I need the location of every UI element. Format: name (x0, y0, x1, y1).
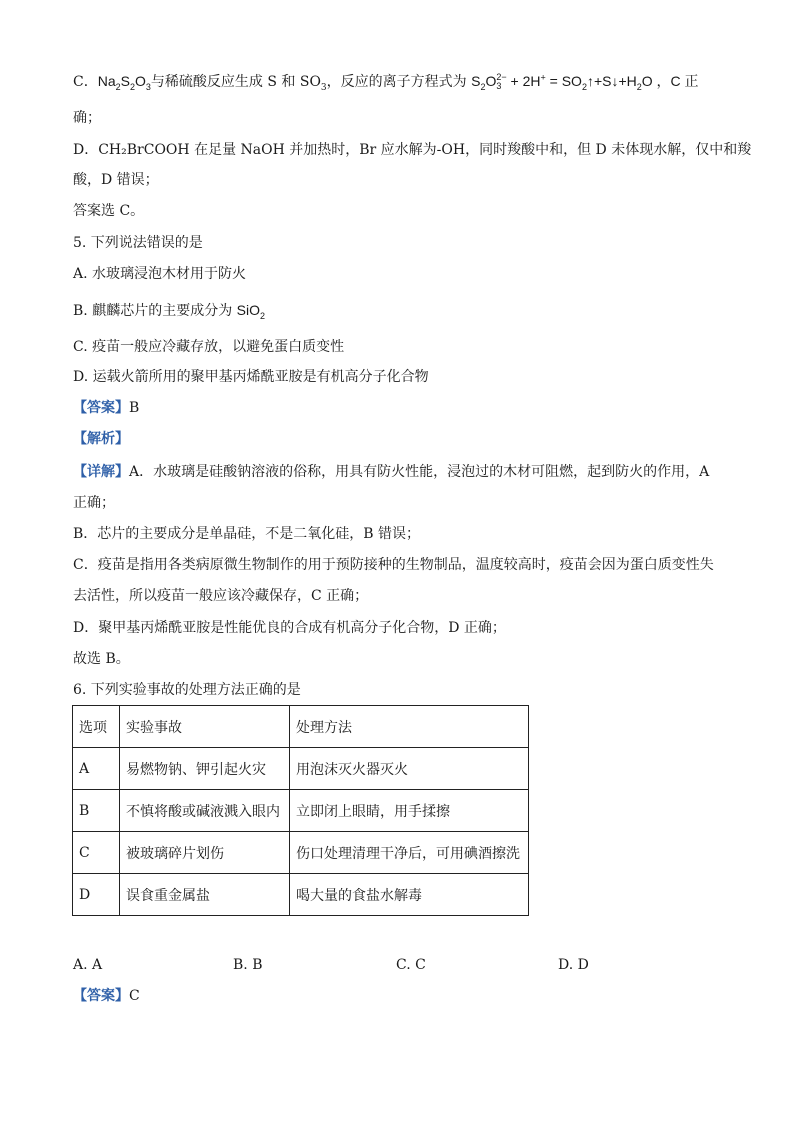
ionic-equation: $S_2O$ 2− 3 + $2H^+ = SO_2↑+S↓+H_2O$ ，C 正 (471, 72, 699, 92)
q5-detail-b: B．芯片的主要成分是单晶硅，不是二氧化硅，B 错误； (73, 526, 421, 542)
table-row (73, 874, 529, 916)
q5-option-b: B. 麒麟芯片的主要成分为 SiO$_2$ (73, 302, 265, 321)
table-row (73, 832, 529, 874)
accident-table (72, 705, 529, 916)
header-cell: 处理方法 (290, 706, 529, 748)
q5-stem: 5. 下列说法错误的是 (73, 235, 203, 251)
table-cell: 伤口处理清理干净后，可用碘酒擦洗 (290, 832, 529, 874)
q6-stem: 6. 下列实验事故的处理方法正确的是 (73, 682, 301, 698)
q5-option-c: C. 疫苗一般应冷藏存放，以避免蛋白质变性 (73, 339, 345, 355)
table-row (73, 790, 529, 832)
q5-option-d: D. 运载火箭所用的聚甲基丙烯酰亚胺是有机高分子化合物 (73, 369, 429, 385)
header-cell: 选项 (73, 706, 120, 748)
table-cell: 用泡沫灭火器灭火 (290, 748, 529, 790)
table-cell: 不慎将酸或碱液溅入眼内 (120, 790, 290, 832)
q5-detail-a-1: 【详解】A．水玻璃是硅酸钠溶液的俗称，用具有防火性能，浸泡过的木材可阻燃，起到防火的作用，A (73, 464, 710, 480)
q6-option-d: D. D (558, 957, 589, 973)
header-cell: 实验事故 (120, 706, 290, 748)
q6-option-b: B. B (233, 957, 263, 973)
option-d-explanation-2: 酸，D 错误； (73, 172, 159, 188)
table-cell: 误食重金属盐 (120, 874, 290, 916)
table-cell: B (73, 790, 120, 832)
table-header-row (73, 706, 529, 748)
q6-option-a: A. A (73, 957, 103, 973)
q5-detail-d: D．聚甲基丙烯酰亚胺是性能优良的合成有机高分子化合物，D 正确； (73, 620, 506, 636)
table-cell: 被玻璃碎片划伤 (120, 832, 290, 874)
q5-detail-a-2: 正确； (73, 495, 115, 511)
q5-detail-c-2: 去活性，所以疫苗一般应该冷藏保存，C 正确； (73, 588, 369, 604)
table-row (73, 748, 529, 790)
q5-option-a: A. 水玻璃浸泡木材用于防火 (73, 266, 247, 282)
q6-option-c: C. C (396, 957, 426, 973)
q5-analysis-label: 【解析】 (73, 431, 129, 447)
q5-detail-c-1: C．疫苗是指用各类病原微生物制作的用于预防接种的生物制品，温度较高时，疫苗会因为蛋白质变性失 (73, 557, 714, 573)
table-cell: C (73, 832, 120, 874)
q6-answer: 【答案】C (73, 988, 140, 1004)
table-cell: D (73, 874, 120, 916)
option-d-explanation-1: D．CH₂BrCOOH 在足量 NaOH 并加热时，Br 应水解为-OH，同时羧酸中和，但 D 未体现水解，仅中和羧 (73, 142, 752, 158)
option-c-explanation: C．$Na_2S_2O_3$与稀硫酸反应生成 S 和 $SO_3$，反应的离子方程式为 $S_2O$ 2− 3 + $2H^+ = SO_2↑+S↓+H_2O$ ，C 正 (73, 72, 699, 93)
q5-answer: 【答案】B (73, 400, 140, 416)
table-cell: 喝大量的食盐水解毒 (290, 874, 529, 916)
option-c-cont: 确； (73, 110, 101, 126)
q5-conclusion: 故选 B。 (73, 651, 130, 667)
answer-c: 答案选 C。 (73, 203, 145, 219)
table-cell: 易燃物钠、钾引起火灾 (120, 748, 290, 790)
table-cell: 立即闭上眼睛，用手揉擦 (290, 790, 529, 832)
table-cell: A (73, 748, 120, 790)
